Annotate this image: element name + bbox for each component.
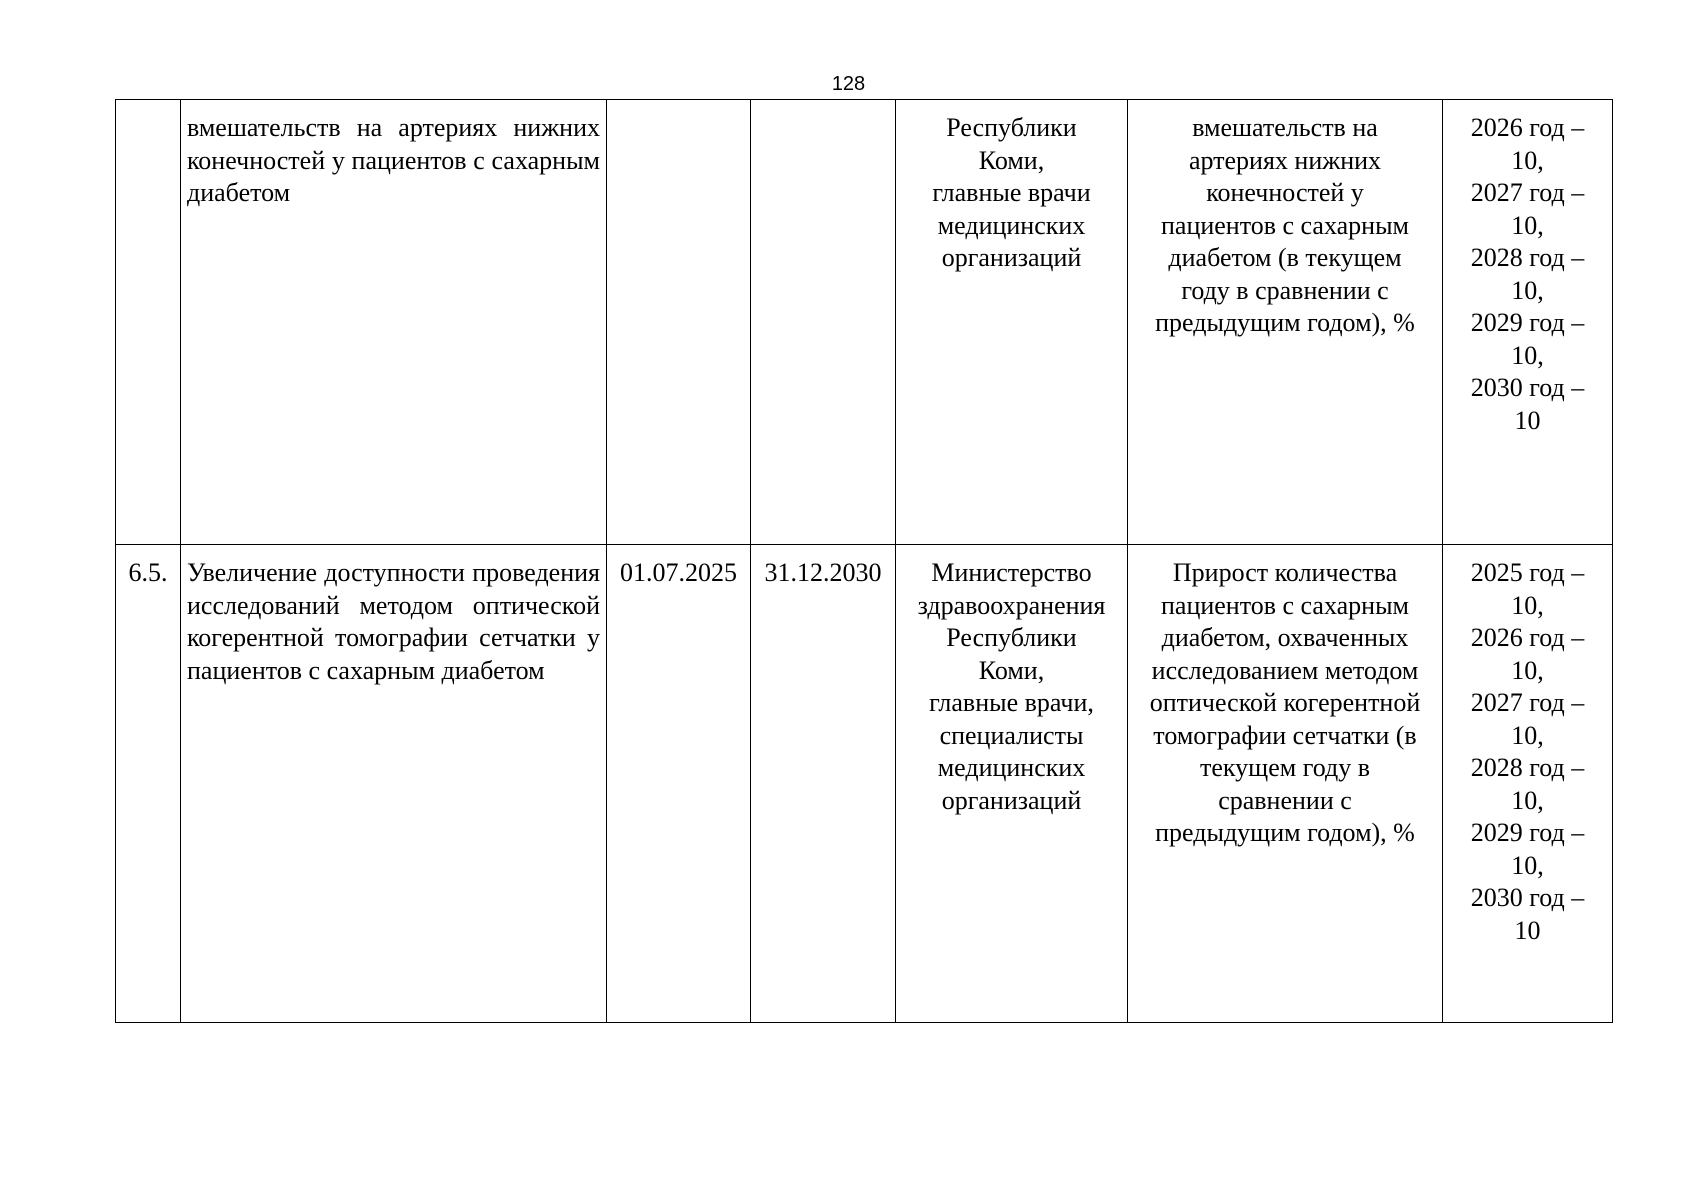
end-date-cell: 31.12.2030 <box>751 545 896 1023</box>
page-number: 128 <box>831 73 866 95</box>
executors-cell: Министерство здравоохранения Республики Коми, главные врачи, специалисты медицинских организаций <box>896 545 1128 1023</box>
indicator-cell: Прирост количества пациентов с сахарным диабетом, охваченных исследованием методом оптической когерентной томографии сетчатки (в текущем году в сравнении с предыдущим годом), % <box>1128 545 1443 1023</box>
target-values-cell: 2025 год – 10, 2026 год – 10, 2027 год – 10, 2028 год – 10, 2029 год – 10, 2030 год – 10 <box>1443 545 1613 1023</box>
start-date-cell: 01.07.2025 <box>607 545 751 1023</box>
measures-table <box>115 99 1613 1023</box>
measure-name-cell: Увеличение доступности проведения исследований методом оптической когерентной томографии сетчатки у пациентов с сахарным диабетом <box>181 545 607 1023</box>
indicator-cell: вмешательств на артериях нижних конечностей у пациентов с сахарным диабетом (в текущем году в сравнении с предыдущим годом), % <box>1128 100 1443 545</box>
table-row <box>116 100 1613 545</box>
row-number-cell: 6.5. <box>116 545 181 1023</box>
row-number-cell <box>116 100 181 545</box>
executors-cell: Республики Коми, главные врачи медицинских организаций <box>896 100 1128 545</box>
target-values-cell: 2026 год – 10, 2027 год – 10, 2028 год – 10, 2029 год – 10, 2030 год – 10 <box>1443 100 1613 545</box>
end-date-cell <box>751 100 896 545</box>
table-row <box>116 545 1613 1023</box>
start-date-cell <box>607 100 751 545</box>
measure-name-cell: вмешательств на артериях нижних конечностей у пациентов с сахарным диабетом <box>181 100 607 545</box>
